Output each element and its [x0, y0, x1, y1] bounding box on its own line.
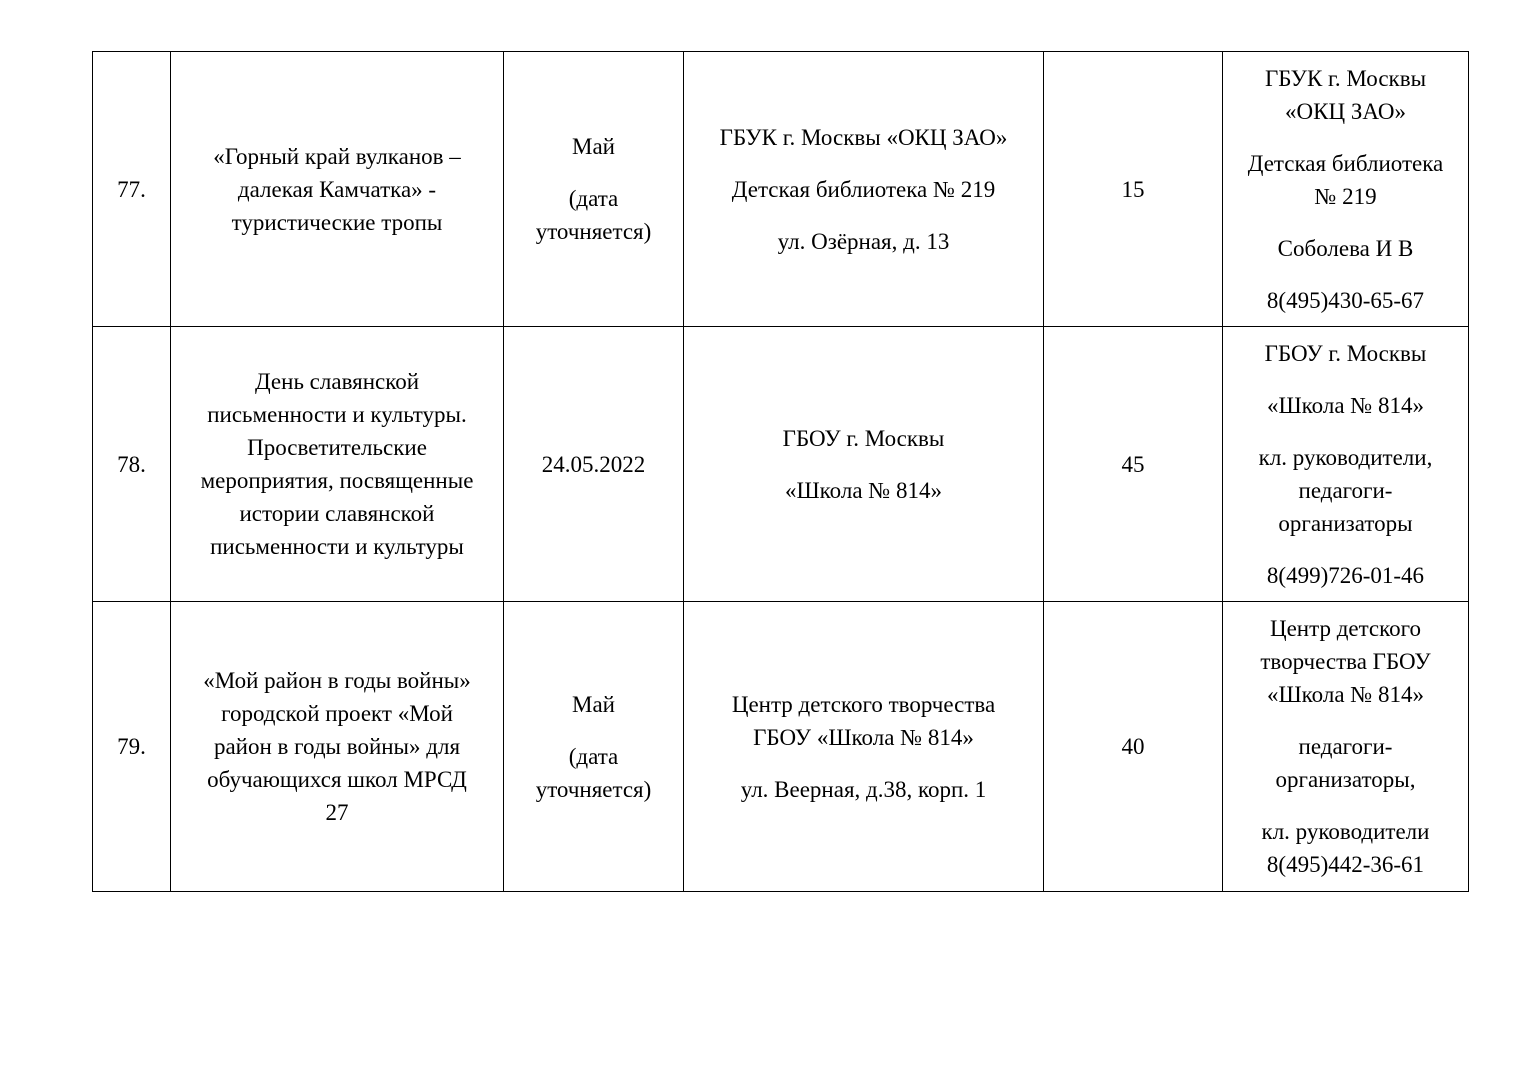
table-row — [93, 602, 1469, 892]
event-title-line: Просветительские — [247, 435, 427, 460]
row-number: 78. — [117, 451, 146, 477]
event-date-cell — [504, 602, 684, 892]
event-title-line: туристические тропы — [231, 209, 443, 235]
participant-count-cell — [1044, 52, 1223, 327]
event-title-cell — [171, 52, 504, 327]
row-number: 79. — [117, 734, 146, 759]
event-date-line: 24.05.2022 — [541, 451, 646, 477]
responsible-line: кл. руководители — [1261, 819, 1430, 844]
responsible-line: «ОКЦ ЗАО» — [1285, 98, 1406, 124]
responsible-line: Центр детского — [1269, 616, 1422, 641]
participant-count-cell — [1044, 327, 1223, 602]
event-title-line: 27 — [325, 800, 349, 825]
participant-count: 40 — [1121, 734, 1145, 759]
responsible-line: творчества ГБОУ — [1260, 649, 1431, 674]
event-place-line: ГБОУ г. Москвы — [782, 425, 945, 451]
participant-count: 15 — [1121, 176, 1145, 202]
event-date-cell — [504, 52, 684, 327]
responsible-line: организаторы, — [1275, 767, 1416, 792]
event-title-line: далекая Камчатка» - — [237, 176, 437, 202]
responsible-line: организаторы — [1278, 510, 1413, 536]
table-row — [93, 52, 1469, 327]
responsible-line: 8(495)430-65-67 — [1266, 287, 1425, 313]
responsible-line: ГБУК г. Москвы — [1264, 65, 1427, 91]
events-table — [92, 51, 1469, 892]
event-date-line: Май — [572, 134, 615, 159]
event-place-line: ГБУК г. Москвы «ОКЦ ЗАО» — [719, 124, 1008, 150]
event-place-line: ГБОУ «Школа № 814» — [753, 724, 974, 750]
responsible-cell — [1223, 52, 1469, 327]
table-row — [93, 327, 1469, 602]
responsible-line: педагоги- — [1298, 477, 1393, 503]
event-date-line: (дата — [568, 186, 619, 211]
responsible-line: № 219 — [1314, 183, 1377, 209]
event-title-line: истории славянской — [239, 501, 435, 526]
responsible-line: педагоги- — [1298, 734, 1393, 759]
row-number-cell — [93, 327, 171, 602]
event-title-line: «Горный край вулканов – — [213, 143, 461, 169]
responsible-line: Детская библиотека — [1247, 150, 1444, 176]
responsible-line: «Школа № 814» — [1266, 682, 1425, 707]
event-place-cell — [684, 602, 1044, 892]
event-place-cell — [684, 327, 1044, 602]
event-title-line: обучающихся школ МРСД — [207, 767, 467, 792]
event-title-cell — [171, 602, 504, 892]
event-title-line: городской проект «Мой — [221, 701, 453, 726]
event-title-line: письменности и культуры. — [207, 402, 467, 427]
event-date-line: Май — [572, 691, 615, 717]
event-title-line: письменности и культуры — [210, 534, 464, 559]
event-date-line: уточняется) — [535, 776, 652, 802]
event-place-line: Детская библиотека № 219 — [731, 176, 996, 202]
event-title-line: мероприятия, посвященные — [200, 468, 474, 493]
event-place-line: ул. Веерная, д.38, корп. 1 — [740, 776, 987, 802]
responsible-line: 8(495)442-36-61 — [1266, 852, 1425, 877]
event-date-line: (дата — [568, 743, 619, 769]
participant-count: 45 — [1121, 451, 1145, 477]
responsible-line: ГБОУ г. Москвы — [1264, 340, 1427, 366]
responsible-cell — [1223, 327, 1469, 602]
event-place-line: Центр детского творчества — [731, 691, 996, 717]
participant-count-cell — [1044, 602, 1223, 892]
row-number-cell — [93, 602, 171, 892]
event-date-cell — [504, 327, 684, 602]
responsible-line: Соболева И В — [1277, 235, 1414, 261]
event-date-line: уточняется) — [535, 219, 652, 244]
event-title-cell — [171, 327, 504, 602]
responsible-line: 8(499)726-01-46 — [1266, 562, 1425, 588]
responsible-line: «Школа № 814» — [1266, 392, 1425, 418]
event-place-line: «Школа № 814» — [784, 477, 943, 503]
responsible-cell — [1223, 602, 1469, 892]
row-number: 77. — [117, 176, 146, 202]
row-number-cell — [93, 52, 171, 327]
event-title-line: День славянской — [254, 369, 420, 394]
event-title-line: район в годы войны» для — [213, 734, 461, 759]
event-title-line: «Мой район в годы войны» — [203, 668, 471, 693]
event-place-cell — [684, 52, 1044, 327]
responsible-line: кл. руководители, — [1258, 444, 1433, 470]
event-place-line: ул. Озёрная, д. 13 — [777, 228, 950, 254]
